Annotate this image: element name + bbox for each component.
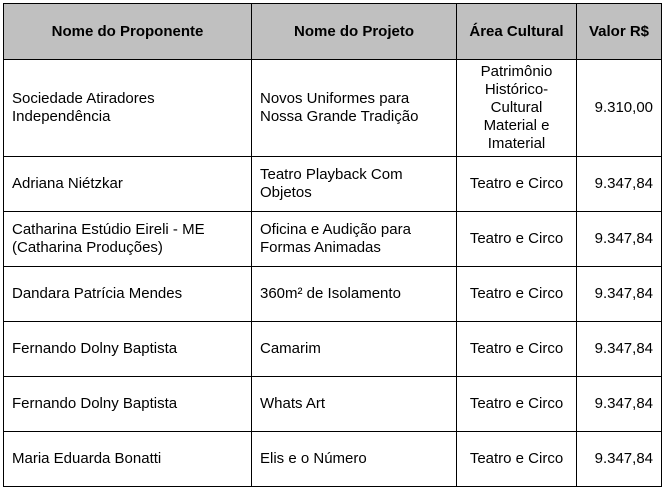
cell-proponent: Fernando Dolny Baptista xyxy=(4,322,252,377)
cell-proponent: Sociedade Atiradores Independência xyxy=(4,60,252,157)
table-row xyxy=(4,212,662,267)
table-row xyxy=(4,432,662,487)
cell-value: 9.347,84 xyxy=(577,377,662,432)
cell-proponent: Dandara Patrícia Mendes xyxy=(4,267,252,322)
header-area: Área Cultural xyxy=(457,4,577,60)
cell-value: 9.347,84 xyxy=(577,267,662,322)
cell-area: Teatro e Circo xyxy=(457,212,577,267)
cell-value: 9.310,00 xyxy=(577,60,662,157)
cell-project: Oficina e Audição para Formas Animadas xyxy=(252,212,457,267)
table-row xyxy=(4,377,662,432)
table-row xyxy=(4,60,662,157)
header-project: Nome do Projeto xyxy=(252,4,457,60)
cell-proponent: Catharina Estúdio Eireli - ME (Catharina Produções) xyxy=(4,212,252,267)
projects-table xyxy=(3,3,662,487)
projects-table-container xyxy=(3,3,661,487)
cell-project: Novos Uniformes para Nossa Grande Tradição xyxy=(252,60,457,157)
table-row xyxy=(4,267,662,322)
cell-value: 9.347,84 xyxy=(577,322,662,377)
cell-area: Teatro e Circo xyxy=(457,157,577,212)
cell-project: Elis e o Número xyxy=(252,432,457,487)
header-value: Valor R$ xyxy=(577,4,662,60)
cell-project: Whats Art xyxy=(252,377,457,432)
cell-value: 9.347,84 xyxy=(577,432,662,487)
table-header-row xyxy=(4,4,662,60)
cell-value: 9.347,84 xyxy=(577,212,662,267)
cell-project: 360m² de Isolamento xyxy=(252,267,457,322)
table-row xyxy=(4,157,662,212)
cell-project: Teatro Playback Com Objetos xyxy=(252,157,457,212)
cell-area: Teatro e Circo xyxy=(457,432,577,487)
cell-project: Camarim xyxy=(252,322,457,377)
cell-area: Teatro e Circo xyxy=(457,377,577,432)
cell-area: Teatro e Circo xyxy=(457,322,577,377)
cell-area: Patrimônio Histórico-Cultural Material e Imaterial xyxy=(457,60,577,157)
cell-proponent: Adriana Niétzkar xyxy=(4,157,252,212)
cell-area: Teatro e Circo xyxy=(457,267,577,322)
cell-proponent: Maria Eduarda Bonatti xyxy=(4,432,252,487)
cell-value: 9.347,84 xyxy=(577,157,662,212)
header-proponent: Nome do Proponente xyxy=(4,4,252,60)
table-row xyxy=(4,322,662,377)
cell-proponent: Fernando Dolny Baptista xyxy=(4,377,252,432)
